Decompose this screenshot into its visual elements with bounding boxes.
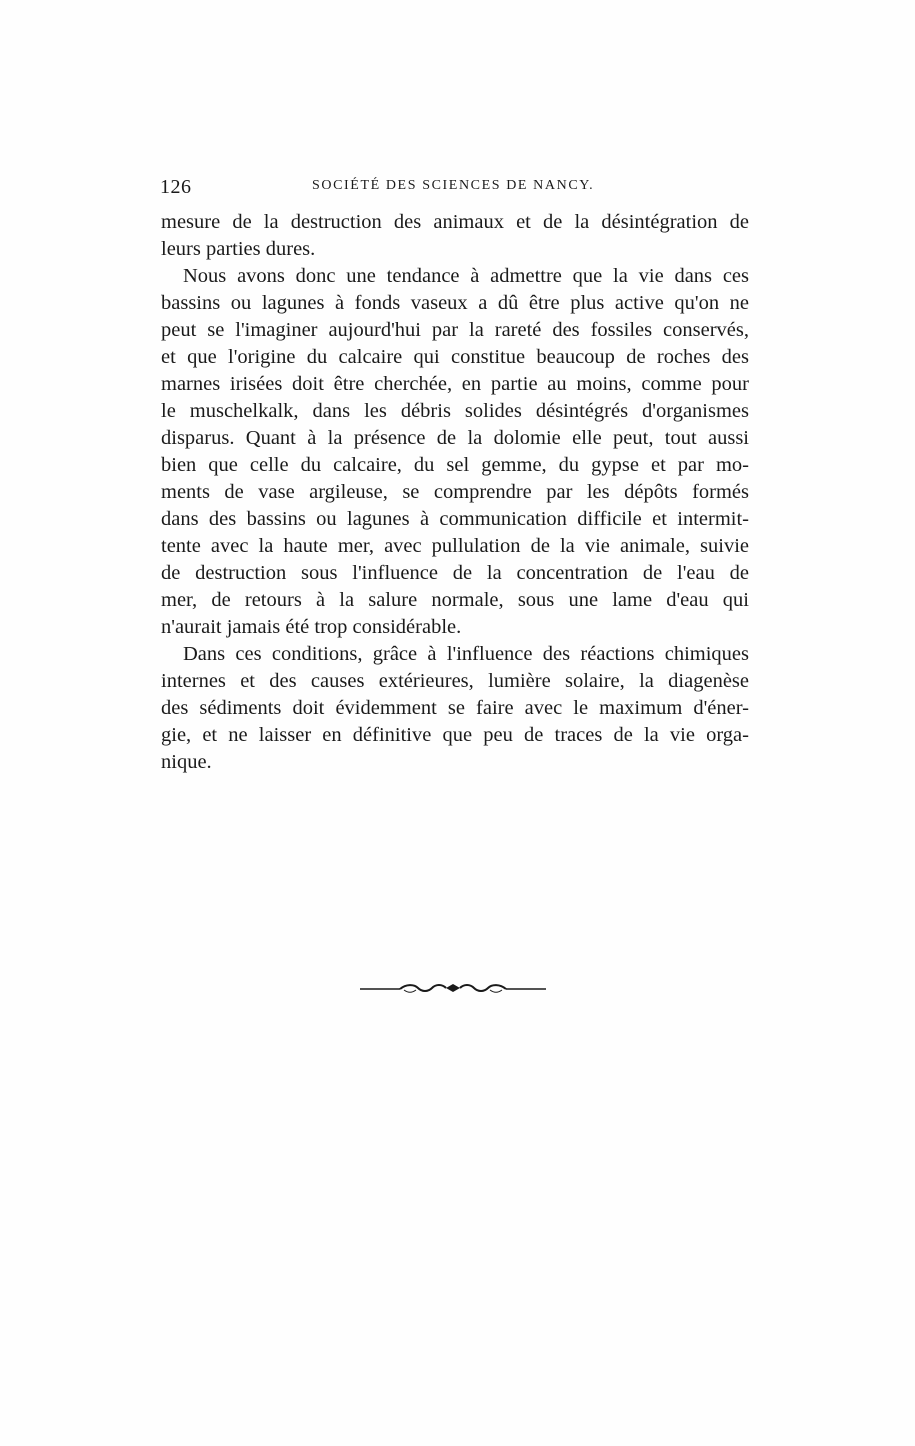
text-line: de destruction sous l'influence de la concentration de l'eau de	[161, 562, 749, 584]
text-line: bien que celle du calcaire, du sel gemme, du gypse et par mo-	[161, 454, 749, 476]
text-line: Nous avons donc une tendance à admettre que la vie dans ces	[183, 265, 749, 287]
text-line: mesure de la destruction des animaux et de la désintégration de	[161, 211, 749, 233]
text-line: marnes irisées doit être cherchée, en partie au moins, comme pour	[161, 373, 749, 395]
text-line: gie, et ne laisser en définitive que peu de traces de la vie orga-	[161, 724, 749, 746]
text-line: mer, de retours à la salure normale, sous une lame d'eau qui	[161, 589, 749, 611]
text-line: disparus. Quant à la présence de la dolomie elle peut, tout aussi	[161, 427, 749, 449]
text-line: internes et des causes extérieures, lumière solaire, la diagenèse	[161, 670, 749, 692]
body-text	[161, 209, 749, 776]
text-line: dans des bassins ou lagunes à communication difficile et intermit-	[161, 508, 749, 530]
text-line: n'aurait jamais été trop considérable.	[161, 616, 462, 638]
page-number: 126	[160, 176, 192, 198]
text-line: ments de vase argileuse, se comprendre par les dépôts formés	[161, 481, 749, 503]
text-line: tente avec la haute mer, avec pullulation de la vie animale, suivie	[161, 535, 749, 557]
text-line: leurs parties dures.	[161, 238, 316, 260]
text-line: le muschelkalk, dans les débris solides désintégrés d'organismes	[161, 400, 749, 422]
text-line: des sédiments doit évidemment se faire avec le maximum d'éner-	[161, 697, 749, 719]
text-line: peut se l'imaginer aujourd'hui par la rareté des fossiles conservés,	[161, 319, 749, 341]
end-of-chapter-fleuron-icon	[360, 978, 546, 1000]
text-line: Dans ces conditions, grâce à l'influence des réactions chimiques	[183, 643, 749, 665]
text-line: bassins ou lagunes à fonds vaseux a dû être plus active qu'on ne	[161, 292, 749, 314]
text-line: nique.	[161, 751, 212, 773]
running-title: SOCIÉTÉ DES SCIENCES DE NANCY.	[312, 178, 595, 193]
running-head	[160, 176, 750, 200]
text-line: et que l'origine du calcaire qui constitue beaucoup de roches des	[161, 346, 749, 368]
